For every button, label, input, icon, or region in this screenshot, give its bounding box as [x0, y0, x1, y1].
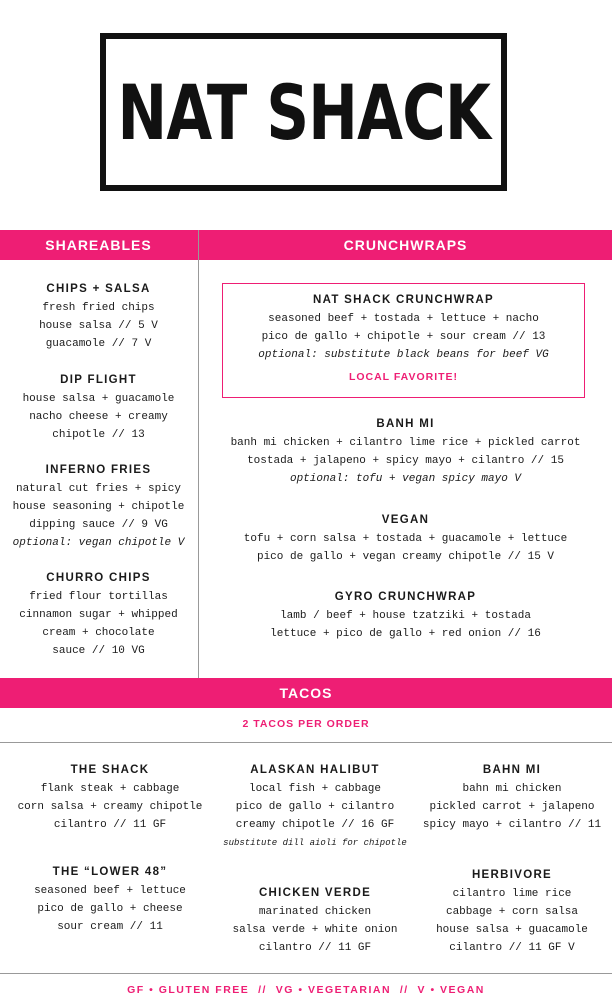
- item-desc: guacamole // 7 V: [45, 338, 152, 350]
- restaurant-title: NAT SHACK: [117, 67, 490, 157]
- item-desc: house salsa // 5 V: [39, 320, 158, 332]
- item-desc: lamb / beef + house tzatziki + tostada: [280, 610, 531, 622]
- taco-alaskan-halibut: [205, 762, 425, 852]
- item-optional: optional: vegan chipotle V: [12, 537, 185, 549]
- item-name: CHURRO CHIPS: [46, 572, 151, 584]
- item-name: BAHN MI: [482, 764, 542, 776]
- item-desc: bahn mi chicken: [462, 783, 562, 795]
- taco-the-shack: [0, 762, 220, 834]
- menu-item-nat-shack-crunchwrap: [222, 292, 585, 386]
- item-desc: sour cream // 11: [57, 921, 163, 933]
- item-desc: cilantro // 11 GF V: [449, 942, 575, 954]
- item-desc: seasoned beef + lettuce: [34, 885, 186, 897]
- item-desc: pico de gallo + cheese: [37, 903, 183, 915]
- item-name: BANH MI: [376, 418, 435, 430]
- item-name: THE “LOWER 48”: [52, 866, 168, 878]
- section-header-band: [0, 230, 612, 260]
- menu-item-chips-salsa: [0, 281, 197, 353]
- item-optional: optional: tofu + vegan spicy mayo V: [289, 473, 522, 485]
- item-desc: pickled carrot + jalapeno: [429, 801, 595, 813]
- item-desc: fresh fried chips: [42, 302, 155, 314]
- item-desc: corn salsa + creamy chipotle: [17, 801, 203, 813]
- crunchwraps-heading: CRUNCHWRAPS: [343, 237, 468, 253]
- item-desc: chipotle // 13: [52, 429, 145, 441]
- item-desc: fried flour tortillas: [29, 591, 168, 603]
- item-desc: cabbage + corn salsa: [445, 906, 579, 918]
- taco-bahn-mi: [402, 762, 612, 834]
- tacos-divider: [0, 742, 612, 743]
- item-desc: creamy chipotle // 16 GF: [235, 819, 395, 831]
- taco-chicken-verde: [205, 885, 425, 957]
- item-name: DIP FLIGHT: [60, 374, 137, 386]
- menu-item-gyro-crunchwrap: [199, 589, 612, 643]
- item-desc: marinated chicken: [258, 906, 372, 918]
- item-name: NAT SHACK CRUNCHWRAP: [312, 294, 495, 306]
- item-desc: cilantro // 11 GF: [53, 819, 167, 831]
- item-desc: sauce // 10 VG: [52, 645, 145, 657]
- item-name: VEGAN: [381, 514, 430, 526]
- item-name: GYRO CRUNCHWRAP: [334, 591, 477, 603]
- item-desc: cilantro lime rice: [452, 888, 572, 900]
- item-desc: dipping sauce // 9 VG: [29, 519, 168, 531]
- tacos-subtitle: 2 TACOS PER ORDER: [242, 718, 370, 730]
- item-desc: cream + chocolate: [42, 627, 155, 639]
- item-name: THE SHACK: [70, 764, 150, 776]
- item-desc: nacho cheese + creamy: [29, 411, 168, 423]
- item-name: ALASKAN HALIBUT: [250, 764, 380, 776]
- item-name: HERBIVORE: [471, 869, 553, 881]
- item-desc: pico de gallo + vegan creamy chipotle // 15 V: [256, 551, 555, 563]
- item-name: INFERNO FRIES: [45, 464, 152, 476]
- item-desc: seasoned beef + tostada + lettuce + nacho: [268, 313, 539, 325]
- item-desc: tostada + jalapeno + spicy mayo + cilantro // 15: [247, 455, 564, 467]
- item-name: CHIPS + SALSA: [46, 283, 151, 295]
- taco-the-lower-48: [0, 864, 220, 936]
- menu-item-inferno-fries: [0, 462, 197, 552]
- dietary-legend: GF • GLUTEN FREE // VG • VEGETARIAN // V • VEGAN: [127, 984, 485, 996]
- item-desc: house seasoning + chipotle: [12, 501, 185, 513]
- menu-item-vegan-crunchwrap: [199, 512, 612, 566]
- item-desc: salsa verde + white onion: [232, 924, 398, 936]
- menu-item-dip-flight: [0, 372, 197, 444]
- item-desc: cinnamon sugar + whipped: [19, 609, 178, 621]
- local-favorite-badge: LOCAL FAVORITE!: [348, 371, 459, 383]
- item-note: substitute dill aioli for chipotle: [223, 838, 407, 848]
- menu-item-churro-chips: [0, 570, 197, 660]
- item-desc: pico de gallo + cilantro: [235, 801, 395, 813]
- tacos-header-band: [0, 678, 612, 708]
- footer-divider: [0, 973, 612, 974]
- taco-herbivore: [402, 867, 612, 957]
- item-desc: local fish + cabbage: [248, 783, 382, 795]
- item-desc: tofu + corn salsa + tostada + guacamole + lettuce: [243, 533, 568, 545]
- item-desc: natural cut fries + spicy: [15, 483, 182, 495]
- tacos-heading: TACOS: [279, 685, 333, 701]
- item-desc: flank steak + cabbage: [40, 783, 180, 795]
- menu-item-banh-mi-crunchwrap: [199, 416, 612, 488]
- shareables-heading: SHAREABLES: [45, 237, 152, 253]
- item-desc: pico de gallo + chipotle + sour cream // 13: [261, 331, 546, 343]
- logo-frame: [100, 33, 507, 191]
- item-desc: house salsa + guacamole: [22, 393, 175, 405]
- item-desc: lettuce + pico de gallo + red onion // 16: [270, 628, 541, 640]
- item-desc: house salsa + guacamole: [436, 924, 588, 936]
- item-desc: cilantro // 11 GF: [258, 942, 372, 954]
- item-name: CHICKEN VERDE: [258, 887, 372, 899]
- item-desc: spicy mayo + cilantro // 11: [422, 819, 602, 831]
- item-desc: banh mi chicken + cilantro lime rice + pickled carrot: [230, 437, 581, 449]
- item-optional: optional: substitute black beans for beef VG: [258, 349, 549, 361]
